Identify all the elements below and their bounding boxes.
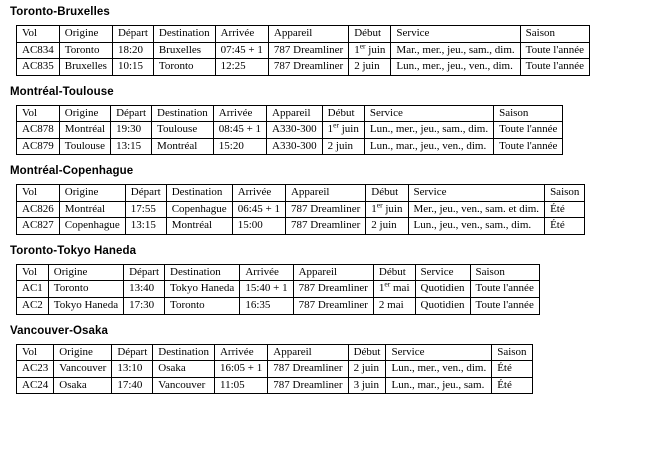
column-header-origine: Origine [54,344,112,361]
column-header-origine: Origine [59,185,125,202]
column-header-vol: Vol [17,344,54,361]
table-header-row [17,105,563,122]
cell-destination: Toronto [153,59,215,76]
table-header-row [17,264,540,281]
column-header-service: Service [391,26,520,43]
column-header-arrivee: Arrivée [232,185,285,202]
cell-origine: Toronto [48,281,123,298]
cell-saison: Été [545,201,585,218]
cell-origine: Montréal [59,201,125,218]
cell-vol: AC827 [17,218,60,235]
cell-destination: Osaka [153,361,215,378]
table-row [17,281,540,298]
debut-number: 1 [371,202,377,215]
column-header-vol: Vol [17,26,60,43]
table-row [17,377,533,394]
column-header-vol: Vol [17,185,60,202]
table-row [17,361,533,378]
route-section [8,245,652,315]
cell-vol: AC1 [17,281,49,298]
debut-month: juin [338,123,359,136]
debut-number: 1 [378,282,385,295]
section-title: Vancouver-Osaka [10,324,109,337]
table-header-row [17,185,585,202]
debut-month: juin [365,43,386,56]
column-header-depart: Départ [124,264,165,281]
column-header-origine: Origine [48,264,123,281]
cell-appareil: 787 Dreamliner [268,361,348,378]
cell-origine: Toulouse [59,138,110,155]
cell-destination: Tokyo Haneda [165,281,240,298]
flight-table [16,344,533,395]
column-header-debut: Début [349,26,391,43]
cell-arrivee: 12:25 [215,59,268,76]
cell-debut [373,281,415,298]
debut-ordinal-suffix: er [333,120,339,130]
table-row [17,138,563,155]
cell-service: Quotidien [415,281,470,298]
column-header-saison: Saison [520,26,589,43]
debut-month: mai [390,282,410,295]
cell-depart: 17:55 [125,201,166,218]
cell-arrivee: 16:05 + 1 [214,361,267,378]
section-title: Montréal-Toulouse [10,85,114,98]
cell-debut [322,122,364,139]
column-header-arrivee: Arrivée [214,344,267,361]
cell-appareil: 787 Dreamliner [268,59,348,76]
cell-debut [348,361,386,378]
column-header-origine: Origine [59,105,110,122]
cell-destination: Toulouse [152,122,214,139]
cell-debut [349,59,391,76]
cell-service: Lun., mar., jeu., sam. [386,377,492,394]
table-row [17,59,590,76]
cell-vol: AC826 [17,201,60,218]
debut-number: 2 juin [354,60,380,73]
column-header-appareil: Appareil [285,185,365,202]
cell-origine: Osaka [54,377,112,394]
cell-origine: Toronto [59,42,112,59]
column-header-appareil: Appareil [268,344,348,361]
column-header-depart: Départ [111,105,152,122]
debut-number: 2 juin [371,219,397,232]
column-header-service: Service [386,344,492,361]
cell-origine: Bruxelles [59,59,112,76]
table-header-row [17,344,533,361]
debut-number: 2 juin [327,139,354,152]
cell-service: Quotidien [415,298,470,315]
cell-appareil: A330-300 [267,138,323,155]
cell-debut [322,138,364,155]
cell-arrivee: 11:05 [214,377,267,394]
cell-depart: 13:10 [112,361,153,378]
column-header-arrivee: Arrivée [215,26,268,43]
column-header-destination: Destination [153,26,215,43]
cell-destination: Copenhague [166,201,232,218]
table-header-row [17,26,590,43]
cell-debut [349,42,391,59]
column-header-appareil: Appareil [293,264,373,281]
cell-arrivee: 15:40 + 1 [240,281,293,298]
cell-appareil: 787 Dreamliner [293,281,373,298]
flight-table [16,264,540,315]
cell-arrivee: 07:45 + 1 [215,42,268,59]
route-section [8,325,652,395]
cell-saison: Été [492,377,532,394]
cell-saison: Toute l'année [470,298,539,315]
cell-origine: Copenhague [59,218,125,235]
cell-arrivee: 15:20 [213,138,266,155]
cell-arrivee: 15:00 [232,218,285,235]
cell-service: Lun., mer., ven., dim. [386,361,492,378]
column-header-destination: Destination [165,264,240,281]
cell-service: Lun., mer., jeu., ven., dim. [391,59,520,76]
section-title: Montréal-Copenhague [10,165,134,178]
cell-arrivee: 06:45 + 1 [232,201,285,218]
cell-saison: Été [492,361,532,378]
cell-vol: AC878 [17,122,60,139]
flight-table [16,105,563,156]
flight-table [16,25,590,76]
cell-depart: 18:20 [112,42,153,59]
flight-table [16,184,585,235]
column-header-depart: Départ [112,344,153,361]
cell-origine: Montréal [59,122,110,139]
cell-destination: Vancouver [153,377,215,394]
cell-depart: 13:40 [124,281,165,298]
column-header-appareil: Appareil [267,105,323,122]
cell-depart: 13:15 [111,138,152,155]
cell-saison: Toute l'année [494,122,563,139]
cell-depart: 17:30 [124,298,165,315]
cell-arrivee: 16:35 [240,298,293,315]
cell-vol: AC24 [17,377,54,394]
column-header-saison: Saison [494,105,563,122]
route-section [8,86,652,156]
column-header-origine: Origine [59,26,112,43]
cell-arrivee: 08:45 + 1 [213,122,266,139]
cell-saison: Toute l'année [520,42,589,59]
column-header-destination: Destination [166,185,232,202]
debut-number: 2 mai [378,299,404,312]
column-header-vol: Vol [17,105,60,122]
cell-depart: 17:40 [112,377,153,394]
cell-appareil: 787 Dreamliner [268,377,348,394]
debut-number: 1 [354,43,360,56]
column-header-debut: Début [322,105,364,122]
column-header-arrivee: Arrivée [240,264,293,281]
table-row [17,218,585,235]
cell-saison: Toute l'année [520,59,589,76]
table-row [17,42,590,59]
route-section [8,6,652,76]
column-header-debut: Début [373,264,415,281]
cell-service: Lun., mar., jeu., ven., dim. [364,138,493,155]
cell-debut [373,298,415,315]
column-header-service: Service [408,185,545,202]
column-header-arrivee: Arrivée [213,105,266,122]
cell-destination: Bruxelles [153,42,215,59]
column-header-depart: Départ [125,185,166,202]
column-header-saison: Saison [492,344,532,361]
section-title: Toronto-Tokyo Haneda [10,244,137,257]
table-row [17,298,540,315]
table-row [17,201,585,218]
section-title: Toronto-Bruxelles [10,6,110,18]
route-section [8,165,652,235]
column-header-debut: Début [366,185,408,202]
cell-service: Mar., mer., jeu., sam., dim. [391,42,520,59]
column-header-debut: Début [348,344,386,361]
cell-origine: Vancouver [54,361,112,378]
cell-appareil: 787 Dreamliner [285,201,365,218]
cell-destination: Toronto [165,298,240,315]
cell-origine: Tokyo Haneda [48,298,123,315]
cell-service: Lun., jeu., ven., sam., dim. [408,218,545,235]
cell-appareil: 787 Dreamliner [285,218,365,235]
debut-ordinal-suffix: er [359,40,366,50]
column-header-destination: Destination [152,105,214,122]
column-header-appareil: Appareil [268,26,348,43]
debut-number: 2 juin [353,362,379,375]
cell-appareil: A330-300 [267,122,323,139]
cell-saison: Été [545,218,585,235]
cell-depart: 10:15 [112,59,153,76]
cell-appareil: 787 Dreamliner [268,42,348,59]
debut-month: juin [382,202,403,215]
cell-vol: AC2 [17,298,49,315]
cell-debut [348,377,386,394]
cell-vol: AC879 [17,138,60,155]
cell-saison: Toute l'année [494,138,563,155]
debut-number: 3 juin [353,378,379,391]
column-header-service: Service [415,264,470,281]
cell-destination: Montréal [166,218,232,235]
column-header-service: Service [364,105,493,122]
cell-service: Lun., mer., jeu., sam., dim. [364,122,493,139]
debut-ordinal-suffix: er [384,279,391,289]
debut-ordinal-suffix: er [376,200,383,210]
column-header-saison: Saison [545,185,585,202]
cell-vol: AC835 [17,59,60,76]
column-header-destination: Destination [153,344,215,361]
cell-service: Mer., jeu., ven., sam. et dim. [408,201,545,218]
debut-number: 1 [327,123,334,136]
cell-vol: AC23 [17,361,54,378]
cell-depart: 19:30 [111,122,152,139]
cell-debut [366,201,408,218]
cell-vol: AC834 [17,42,60,59]
table-row [17,122,563,139]
cell-depart: 13:15 [125,218,166,235]
cell-saison: Toute l'année [470,281,539,298]
cell-appareil: 787 Dreamliner [293,298,373,315]
column-header-depart: Départ [112,26,153,43]
cell-destination: Montréal [152,138,214,155]
column-header-vol: Vol [17,264,49,281]
cell-debut [366,218,408,235]
column-header-saison: Saison [470,264,539,281]
